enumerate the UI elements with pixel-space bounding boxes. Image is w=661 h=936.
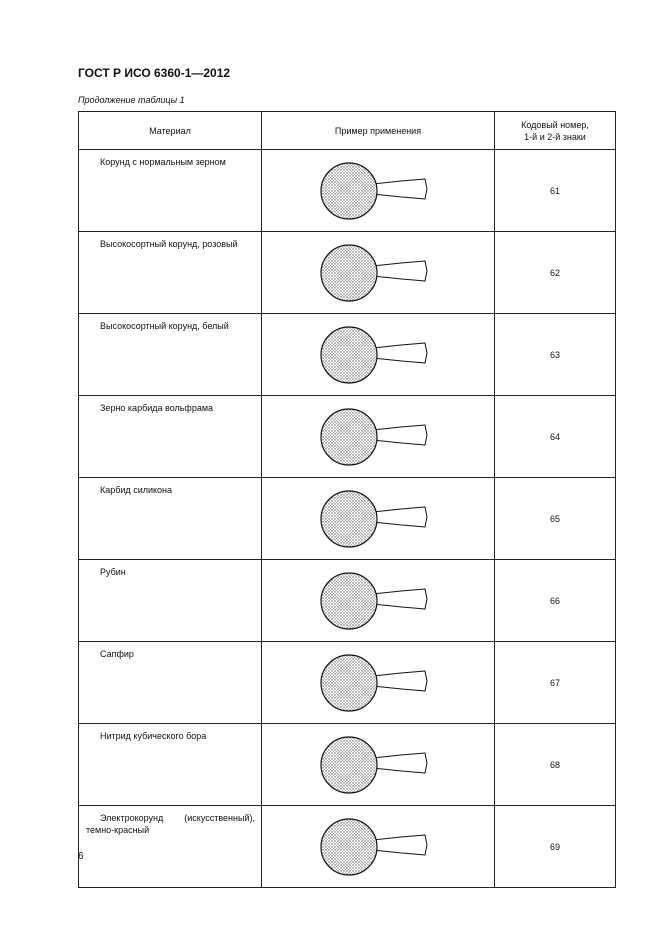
page-number: 6	[78, 851, 84, 862]
document-title: ГОСТ Р ИСО 6360-1—2012	[78, 66, 231, 80]
material-name: Нитрид кубического бора	[100, 731, 207, 741]
material-name: Корунд с нормальным зерном	[100, 157, 226, 167]
example-cell	[262, 314, 495, 396]
material-cell	[79, 232, 262, 314]
abrasive-point-icon	[313, 488, 443, 550]
example-cell	[262, 478, 495, 560]
table-row	[79, 150, 616, 232]
material-cell	[79, 560, 262, 642]
material-name: Сапфир	[100, 649, 134, 659]
code-cell: 68	[495, 724, 616, 806]
material-name: Высокосортный корунд, розовый	[100, 239, 238, 249]
code-cell: 62	[495, 232, 616, 314]
code-cell: 61	[495, 150, 616, 232]
abrasive-point-icon	[313, 324, 443, 386]
material-name: Зерно карбида вольфрама	[100, 403, 214, 413]
header-code-line2: 1-й и 2-й знаки	[524, 131, 586, 142]
material-name: Высокосортный корунд, белый	[100, 321, 229, 331]
abrasive-point-icon	[313, 816, 443, 878]
table-row	[79, 642, 616, 724]
example-cell	[262, 150, 495, 232]
abrasive-point-icon	[313, 652, 443, 714]
table-row	[79, 478, 616, 560]
example-cell	[262, 232, 495, 314]
abrasive-point-icon	[313, 734, 443, 796]
abrasive-point-icon	[313, 406, 443, 468]
table-row	[79, 806, 616, 888]
material-cell	[79, 478, 262, 560]
material-cell	[79, 724, 262, 806]
material-name: Рубин	[100, 567, 126, 577]
table-row	[79, 724, 616, 806]
abrasive-point-icon	[313, 160, 443, 222]
table-caption: Продолжение таблицы 1	[78, 95, 185, 105]
code-cell: 63	[495, 314, 616, 396]
example-cell	[262, 724, 495, 806]
table-body	[79, 150, 616, 888]
table-row	[79, 396, 616, 478]
material-cell	[79, 642, 262, 724]
material-cell	[79, 396, 262, 478]
header-code-line1: Кодовый номер,	[521, 119, 589, 130]
example-cell	[262, 560, 495, 642]
code-cell: 69	[495, 806, 616, 888]
material-cell	[79, 314, 262, 396]
table-row	[79, 314, 616, 396]
example-cell	[262, 642, 495, 724]
code-cell: 64	[495, 396, 616, 478]
example-cell	[262, 806, 495, 888]
table-header-row	[79, 112, 616, 150]
example-cell	[262, 396, 495, 478]
abrasive-point-icon	[313, 570, 443, 632]
material-name: Карбид силикона	[100, 485, 173, 495]
code-cell: 65	[495, 478, 616, 560]
code-cell: 67	[495, 642, 616, 724]
header-code	[495, 112, 616, 150]
header-material: Материал	[79, 112, 262, 150]
code-cell: 66	[495, 560, 616, 642]
abrasive-point-icon	[313, 242, 443, 304]
table-row	[79, 232, 616, 314]
materials-table	[78, 111, 616, 888]
material-name: Электрокорунд (искусственный), темно-красный	[86, 813, 255, 835]
table-row	[79, 560, 616, 642]
header-example: Пример применения	[262, 112, 495, 150]
material-cell	[79, 150, 262, 232]
material-cell	[79, 806, 262, 888]
